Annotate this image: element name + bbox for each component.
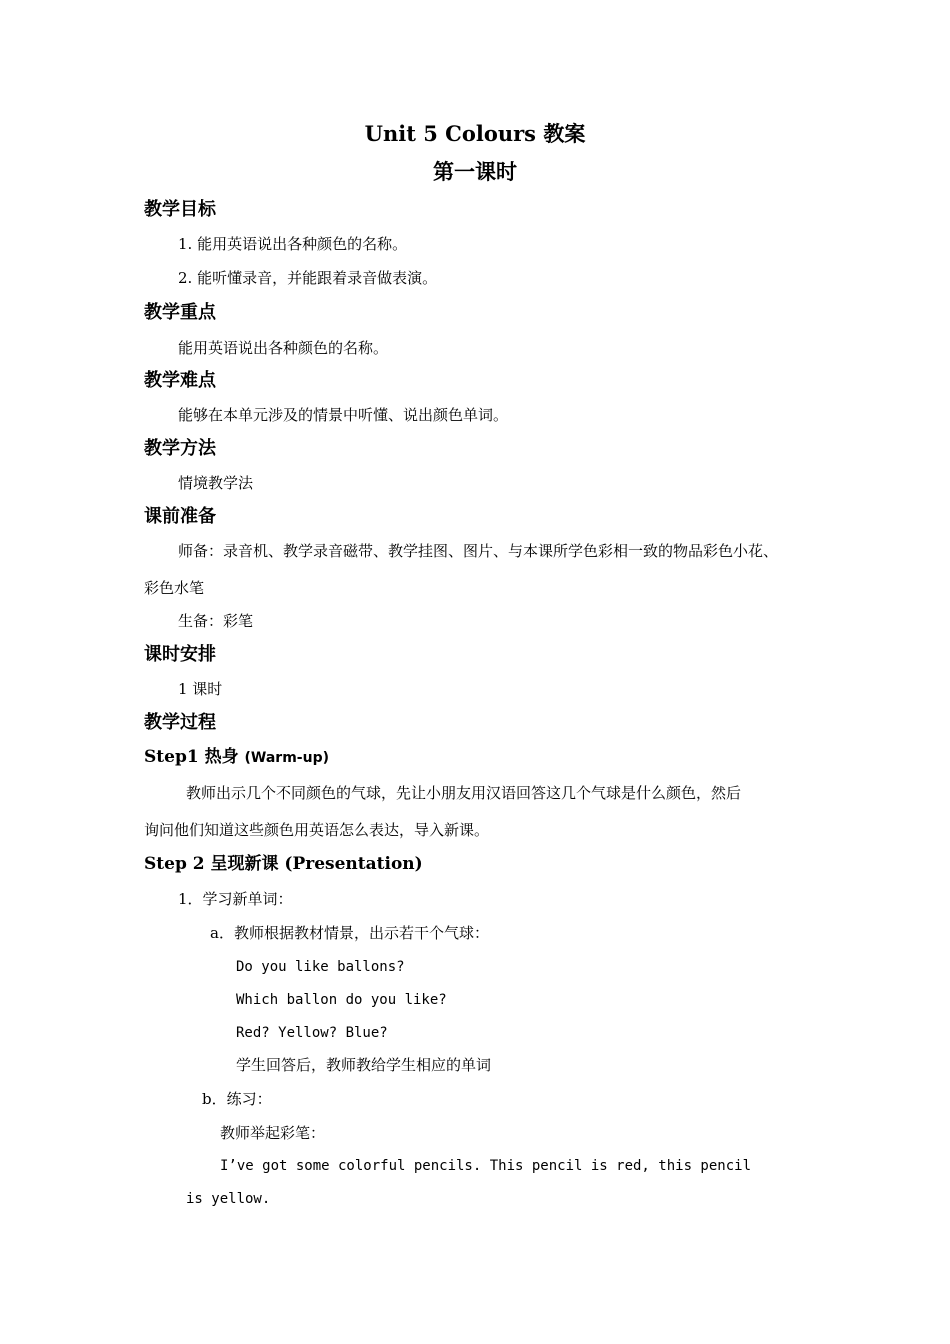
step2-subheading: 1．学习新单词：	[178, 890, 293, 908]
step1-text: 教师出示几个不同颜色的气球，先让小朋友用汉语回答这几个气球是什么颜色，然后	[186, 784, 742, 802]
step2-heading: Step 2 呈现新课 (Presentation)	[144, 854, 423, 874]
heading-schedule: 课时安排	[144, 644, 216, 665]
step1-label: Step1 热身	[144, 747, 239, 767]
step2-a-label: a．教师根据教材情景，出示若干个气球：	[210, 924, 489, 942]
question-line: Do you like ballons?	[236, 959, 405, 975]
document-subtitle: 第一课时	[433, 159, 517, 184]
heading-goals: 教学目标	[144, 199, 216, 220]
heading-process: 教学过程	[144, 712, 216, 733]
question-line: Which ballon do you like?	[236, 992, 447, 1008]
step2-b-label: b．练习：	[202, 1090, 272, 1108]
prep-student: 生备：彩笔	[178, 612, 254, 630]
step2-b-intro: 教师举起彩笔：	[220, 1124, 326, 1142]
heading-difficulty: 教学难点	[144, 370, 216, 391]
step1-label-en: (Warm-up)	[244, 750, 329, 766]
example-sentence-cont: is yellow.	[186, 1191, 271, 1207]
example-sentence: I’ve got some colorful pencils. This pencil is red, this pencil	[220, 1158, 752, 1174]
prep-teacher-cont: 彩色水笔	[144, 579, 205, 597]
focus-text: 能用英语说出各种颜色的名称。	[178, 339, 389, 357]
document-title: Unit 5 Colours 教案	[364, 121, 586, 146]
schedule-text: 1 课时	[178, 680, 223, 698]
heading-prep: 课前准备	[144, 506, 216, 527]
question-line: Red? Yellow? Blue?	[236, 1025, 388, 1041]
prep-teacher: 师备：录音机、教学录音磁带、教学挂图、图片、与本课所学色彩相一致的物品彩色小花、	[178, 542, 779, 560]
goal-item: 2. 能听懂录音，并能跟着录音做表演。	[178, 269, 438, 287]
goal-item: 1. 能用英语说出各种颜色的名称。	[178, 235, 408, 253]
difficulty-text: 能够在本单元涉及的情景中听懂、说出颜色单词。	[178, 406, 509, 424]
heading-method: 教学方法	[144, 438, 216, 459]
heading-focus: 教学重点	[144, 302, 216, 323]
method-text: 情境教学法	[178, 474, 254, 492]
step2-a-note: 学生回答后，教师教给学生相应的单词	[236, 1056, 492, 1074]
step1-heading	[144, 747, 329, 768]
step1-text-cont: 询问他们知道这些颜色用英语怎么表达，导入新课。	[144, 821, 490, 839]
